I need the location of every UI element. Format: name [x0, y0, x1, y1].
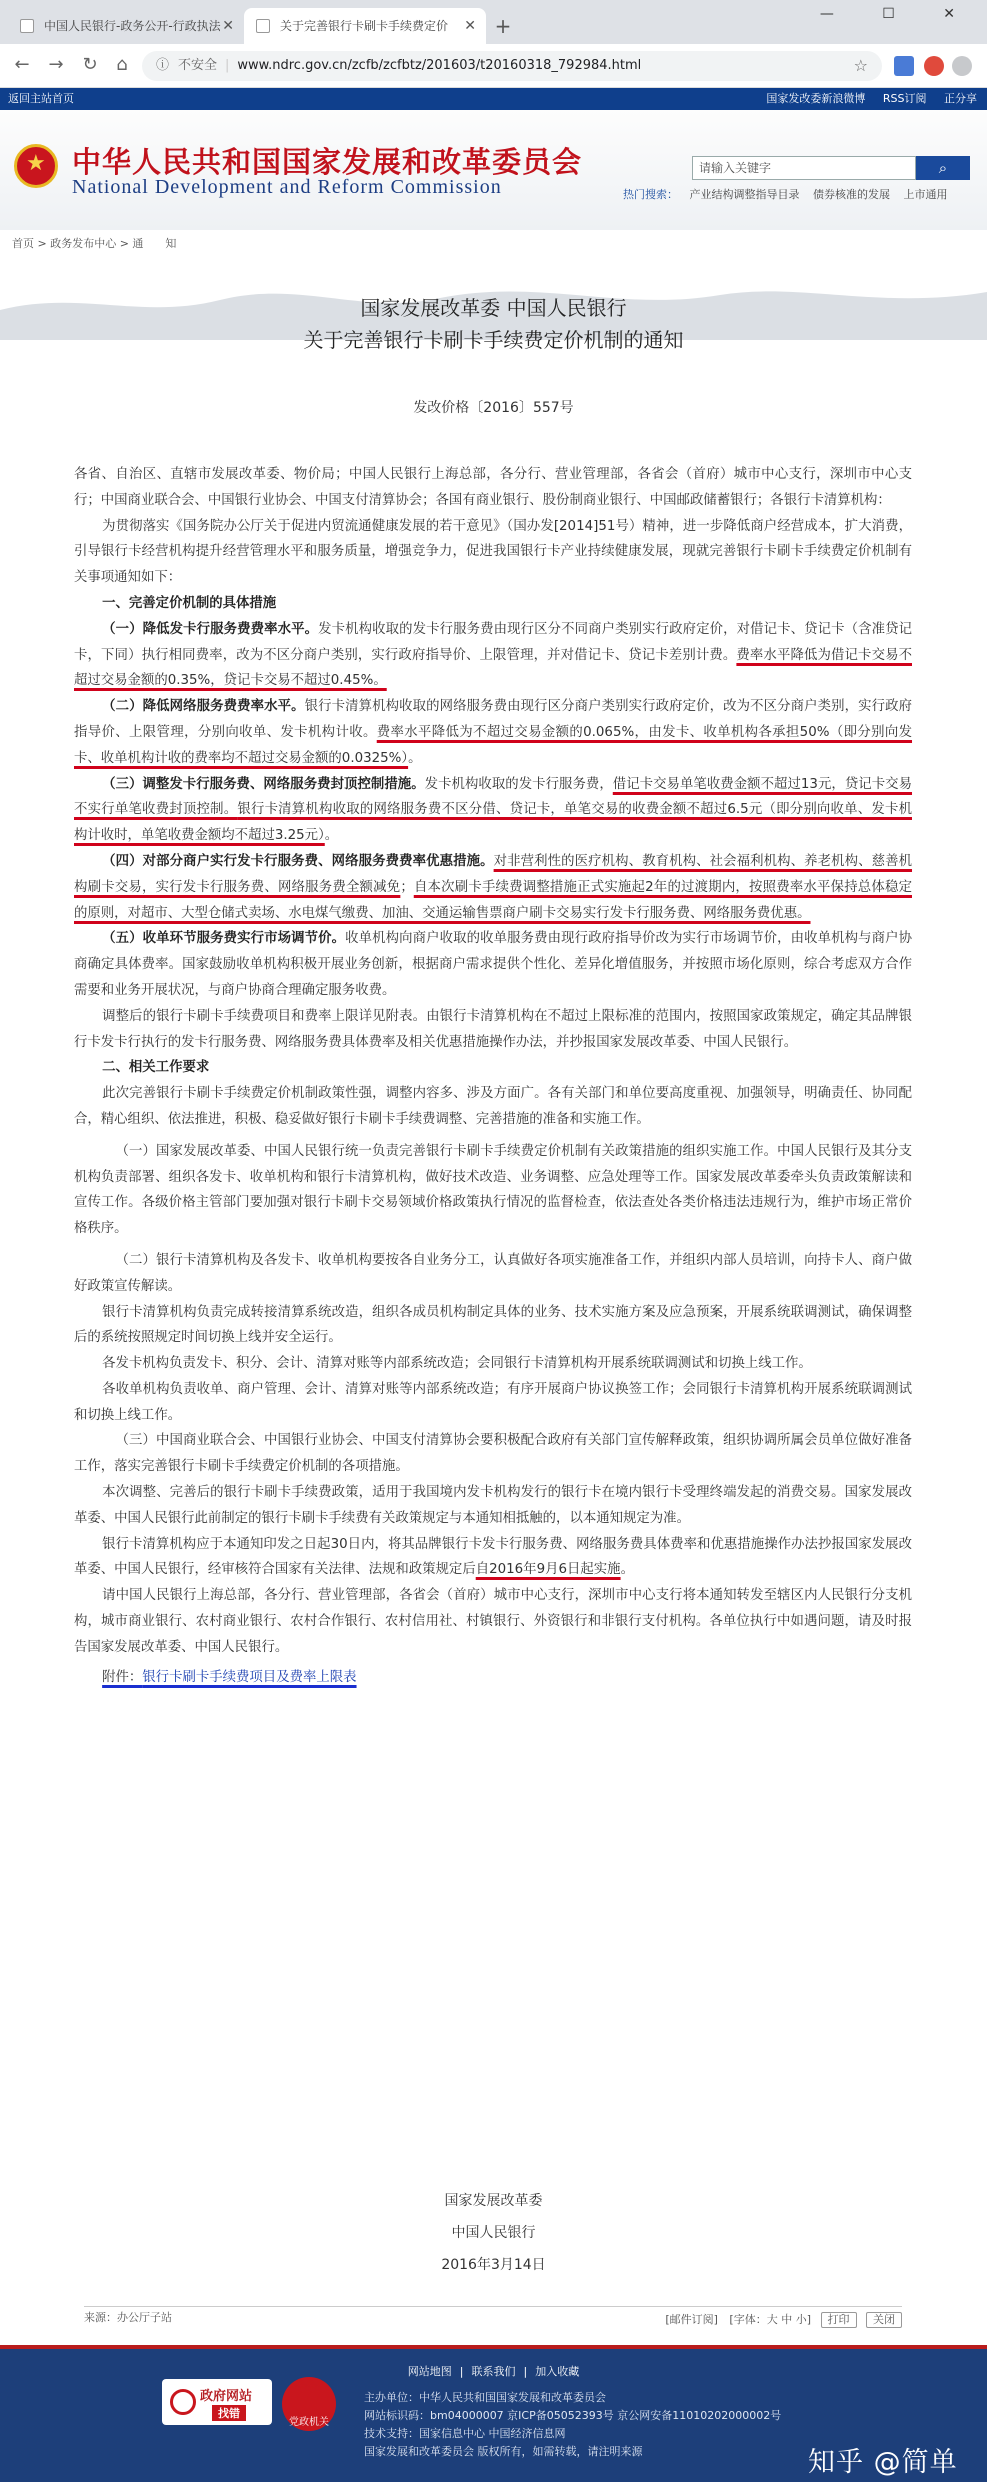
breadcrumb[interactable]: 首页 > 政务发布中心 > 通 知 — [12, 237, 177, 250]
item-heading: （一）降低发卡行服务费费率水平。 — [102, 621, 319, 637]
signer: 国家发展改革委 — [444, 2193, 543, 2209]
national-emblem-icon — [14, 144, 58, 188]
close-tab-icon[interactable]: ✕ — [464, 18, 476, 34]
party-gov-badge[interactable] — [282, 2377, 336, 2431]
url-text: www.ndrc.gov.cn/zcfb/zcfbtz/201603/t20160318_792984.html — [237, 58, 642, 73]
new-tab-button[interactable]: + — [494, 14, 512, 38]
badge-text: 找错 — [212, 2405, 246, 2421]
back-to-home-link[interactable]: 返回主站首页 — [8, 92, 74, 105]
section-heading: 二、相关工作要求 — [102, 1060, 210, 1076]
window-controls[interactable]: — ☐ ✕ — [819, 6, 977, 22]
browser-tab-pbc[interactable] — [8, 8, 244, 44]
weibo-link[interactable]: 国家发改委新浪微博 — [766, 92, 866, 105]
close-tab-icon[interactable]: ✕ — [222, 18, 234, 34]
signer: 中国人民银行 — [451, 2225, 536, 2241]
hot-search — [623, 186, 958, 202]
punct: 。 — [408, 750, 422, 766]
footer-links: 网站地图 | 联系我们 | 加入收藏 — [407, 2365, 580, 2378]
rss-link[interactable]: RSS订阅 — [882, 92, 927, 105]
source-label: 来源：办公厅子站 — [84, 2311, 172, 2324]
sitemap-link[interactable]: 网站地图 — [407, 2365, 452, 2378]
info-icon[interactable]: ⓘ — [156, 58, 170, 73]
underlined-text: 自2016年9月6日起实施 — [475, 1562, 621, 1578]
punct: ； — [400, 879, 414, 895]
hot-search-label: 热门搜索： — [623, 188, 678, 201]
hot-word-link[interactable]: 产业结构调整指导目录 — [689, 188, 800, 201]
underlined-text: 对非营利性的医疗机构、教育机构、社会福利机构、养老机构、慈善机构刷卡交易，实行发卡行服务费、网络服务费全额减免 — [74, 853, 913, 895]
zhihu-watermark: 知乎 @简单 — [808, 2447, 958, 2478]
paragraph: （三）中国商业联合会、中国银行业协会、中国支付清算协会要积极配合政府有关部门宣传解释政策，组织协调所属会员单位做好准备工作，落实完善银行卡刷卡手续费定价机制的各项措施。 — [74, 1433, 912, 1475]
browser-toolbar — [0, 44, 987, 88]
punct: 。 — [324, 828, 339, 844]
item-text: 收单机构向商户收取的收单服务费由现行政府指导价改为实行市场调节价，由收单机构与商户协商确定具体费率。国家鼓励收单机构积极开展业务创新，根据商户需求提供个性化、差异化增值服务，并按照市场化原则，综合考虑双方合作需要和业务开展状况，与商户协商合理确定服务收费。 — [74, 931, 913, 998]
paragraph: 此次完善银行卡刷卡手续费定价机制政策性强，调整内容多、涉及方面广。各有关部门和单位要高度重视、加强领导，明确责任、协同配合，精心组织、依法推进，积极、稳妥做好银行卡刷卡手续费调整、完善措施的准备和实施工作。 — [74, 1086, 912, 1127]
document-number: 发改价格〔2016〕557号 — [413, 400, 574, 416]
page-favicon-icon — [256, 19, 270, 33]
search-icon: ⌕ — [938, 159, 948, 177]
paragraph: 本次调整、完善后的银行卡刷卡手续费政策，适用于我国境内发卡机构发行的银行卡在境内银行卡受理终端发起的消费交易。国家发展改革委、中国人民银行此前制定的银行卡刷卡手续费有关政策规定与本通知相抵触的，以本通知规定为准。 — [74, 1485, 912, 1526]
document-body — [74, 462, 912, 1690]
site-top-bar — [0, 88, 987, 110]
font-size-controls[interactable]: [字体：大 中 小] — [729, 2313, 811, 2326]
underlined-text: 银行卡清算机构收取的网络服务费不区分借、贷记卡，单笔交易的收费金额不超过6.5元（即分别向收单、发卡机构计收时，单笔收费金额均不超过3.25元） — [74, 802, 912, 844]
share-link[interactable]: 正分享 — [944, 92, 977, 105]
intro-paragraph: 为贯彻落实《国务院办公厅关于促进内贸流通健康发展的若干意见》（国办发[2014]51号）精神，进一步降低商户经营成本，扩大消费，引导银行卡经营机构提升经营管理水平和服务质量，增强竞争力，促进我国银行卡产业持续健康发展，现就完善银行卡刷卡手续费定价机制有关事项通知如下： — [74, 518, 912, 586]
search-button[interactable] — [916, 156, 970, 180]
article-tools — [84, 2306, 902, 2328]
close-button[interactable]: 关闭 — [866, 2312, 902, 2328]
tab-title: 关于完善银行卡刷卡手续费定价 — [280, 19, 449, 33]
title-line: 国家发展改革委 中国人民银行 — [360, 296, 627, 320]
address-bar[interactable] — [142, 51, 882, 81]
signoff — [0, 2185, 987, 2281]
divider: | — [225, 58, 230, 73]
back-arrow-icon[interactable]: ← — [14, 54, 30, 75]
copyright-info: 国家发展和改革委员会 版权所有，如需转载，请注明来源 — [364, 2445, 643, 2458]
section-heading: 一、完善定价机制的具体措施 — [102, 595, 277, 611]
underlined-text: 费率水平降低为借记卡交易不超过交易金额的0.35%，贷记卡交易不超过0.45%。 — [74, 647, 912, 689]
item-heading: （四）对部分商户实行发卡行服务费、网络服务费费率优惠措施。 — [102, 853, 494, 869]
search-input[interactable]: 请输入关键字 — [692, 156, 916, 180]
browser-tab-strip — [0, 0, 987, 44]
document-title — [0, 292, 987, 356]
paragraph: 银行卡清算机构应于本通知印发之日起30日内，将其品牌银行卡发卡行服务费、网络服务费具体费率和优惠措施操作办法抄报国家发展改革委、中国人民银行，经审核符合国家有关法律、法规和政策规定后 — [74, 1536, 912, 1578]
item-heading: （二）降低网络服务费费率水平。 — [102, 699, 305, 715]
icp-info: 网站标识码：bm04000007 京ICP备05052393号 京公网安备11010202000002号 — [364, 2409, 782, 2422]
punct: 。 — [620, 1562, 634, 1578]
forward-arrow-icon[interactable]: → — [48, 54, 64, 75]
paragraph: 各收单机构负责收单、商户管理、会计、清算对账等内部系统改造；有序开展商户协议换签工作；会同银行卡清算机构开展系统联调测试和切换上线工作。 — [74, 1381, 912, 1423]
underlined-text: 费率水平降低为不超过交易金额的0.065%，由发卡、收单机构各承担50%（即分别向发卡、收单机构计收的费率均不超过交易金额的0.0325%） — [74, 724, 913, 766]
security-label: 不安全 — [178, 58, 218, 73]
paragraph: （一）国家发展改革委、中国人民银行统一负责完善银行卡刷卡手续费定价机制有关政策措施的组织实施工作。中国人民银行及其分支机构负责部署、组织各发卡、收单机构和银行卡清算机构，做好技术改造、业务调整、应急处理等工作。国家发展改革委牵头负责政策解读和宣传工作。各级价格主管部门要加强对银行卡刷卡交易领域价格政策执行情况的监督检查，依法查处各类价格违法违规行为，维护市场正常价格秩序。 — [74, 1143, 912, 1237]
reload-icon[interactable]: ↻ — [82, 54, 98, 75]
gov-site-report-badge[interactable] — [162, 2379, 272, 2425]
sponsor-info: 主办单位：中华人民共和国国家发展和改革委员会 — [364, 2391, 606, 2404]
item-heading: （三）调整发卡行服务费、网络服务费封顶控制措施。 — [102, 776, 425, 792]
issue-date: 2016年3月14日 — [441, 2257, 546, 2273]
magnifier-icon — [170, 2389, 196, 2415]
print-button[interactable]: 打印 — [821, 2312, 857, 2328]
site-title-cn: 中华人民共和国国家发展和改革委员会 — [72, 145, 583, 179]
paragraph: 银行卡清算机构负责完成转接清算系统改造，组织各成员机构制定具体的业务、技术实施方案及应急预案，开展系统联调测试，确保调整后的系统按照规定时间切换上线并安全运行。 — [74, 1304, 912, 1346]
addressees: 各省、自治区、直辖市发展改革委、物价局；中国人民银行上海总部，各分行、营业管理部，各省会（首府）城市中心支行，深圳市中心支行；中国商业联合会、中国银行业协会、中国支付清算协会；各国有商业银行、股份制商业银行、中国邮政储蓄银行；各银行卡清算机构： — [74, 467, 912, 508]
paragraph: （二）银行卡清算机构及各发卡、收单机构要按各自业务分工，认真做好各项实施准备工作，并组织内部人员培训，向持卡人、商户做好政策宣传解读。 — [74, 1252, 912, 1294]
translate-extension-icon[interactable] — [894, 56, 914, 76]
site-header — [0, 110, 987, 230]
tab-title: 中国人民银行-政务公开-行政执法 — [44, 19, 221, 33]
item-text: 发卡机构收取的发卡行服务费由现行区分不同商户类别实行政府定价，对借记卡、贷记卡（含准贷记卡，下同）执行相同费率，改为不区分商户类别，实行政府指导价、上限管理，并对借记卡、贷记卡差别计费。 — [74, 621, 913, 663]
profile-avatar-icon[interactable] — [952, 56, 972, 76]
hot-word-link[interactable]: 债券核准的发展 — [813, 188, 890, 201]
title-line: 关于完善银行卡刷卡手续费定价机制的通知 — [303, 328, 684, 352]
extension-icon[interactable] — [924, 56, 944, 76]
paragraph: 请中国人民银行上海总部，各分行、营业管理部，各省会（首府）城市中心支行，深圳市中心支行将本通知转发至辖区内人民银行分支机构，城市商业银行、农村商业银行、农村合作银行、农村信用社、村镇银行、外资银行和非银行支付机构。各单位执行中如遇问题，请及时报告国家发展改革委、中国人民银行。 — [74, 1588, 912, 1655]
browser-tab-active[interactable] — [244, 8, 486, 44]
item-text: 银行卡清算机构收取的网络服务费由现行区分商户类别实行政府定价，改为不区分商户类别，实行政府指导价、上限管理，分别向收单、发卡机构计收。 — [74, 699, 913, 740]
tech-support-info: 技术支持：国家信息中心 中国经济信息网 — [364, 2427, 566, 2440]
paragraph: 各发卡机构负责发卡、积分、会计、清算对账等内部系统改造；会同银行卡清算机构开展系统联调测试和切换上线工作。 — [102, 1356, 812, 1372]
home-icon[interactable]: ⌂ — [116, 54, 128, 75]
underlined-text: 自本次刷卡手续费调整措施正式实施起2年的过渡期内，按照费率水平保持总体稳定的原则，对超市、大型仓储式卖场、水电煤气缴费、加油、交通运输售票商户刷卡交易实行发卡行服务费、网络服务费优惠。 — [74, 879, 912, 921]
underlined-text: 借记卡交易单笔收费金额不超过13元，贷记卡交易不实行单笔收费封顶控制。 — [74, 776, 913, 818]
contact-link[interactable]: 联系我们 — [471, 2365, 516, 2378]
item-heading: （五）收单环节服务费实行市场调节价。 — [102, 931, 346, 947]
paragraph: 调整后的银行卡刷卡手续费项目和费率上限详见附表。由银行卡清算机构在不超过上限标准的范围内，按照国家政策规定，确定其品牌银行卡发卡行执行的发卡行服务费、网络服务费具体费率及相关优惠措施操作办法，并抄报国家发展改革委、中国人民银行。 — [74, 1008, 912, 1050]
attachment-link[interactable]: 银行卡刷卡手续费项目及费率上限表 — [142, 1669, 357, 1685]
bookmark-star-icon[interactable]: ☆ — [853, 56, 868, 75]
page-favicon-icon — [20, 19, 34, 33]
bookmark-link[interactable]: 加入收藏 — [535, 2365, 580, 2378]
attachment-label: 附件： — [102, 1669, 143, 1685]
hot-word-link[interactable]: 上市通用 — [903, 188, 948, 201]
site-title-en: National Development and Reform Commission — [72, 176, 502, 198]
badge-text: 政府网站 — [200, 2389, 253, 2404]
badge-text: 党政机关 — [289, 2417, 329, 2428]
item-text: 发卡机构收取的发卡行服务费， — [424, 776, 613, 792]
subscribe-link[interactable]: [邮件订阅] — [665, 2313, 718, 2326]
